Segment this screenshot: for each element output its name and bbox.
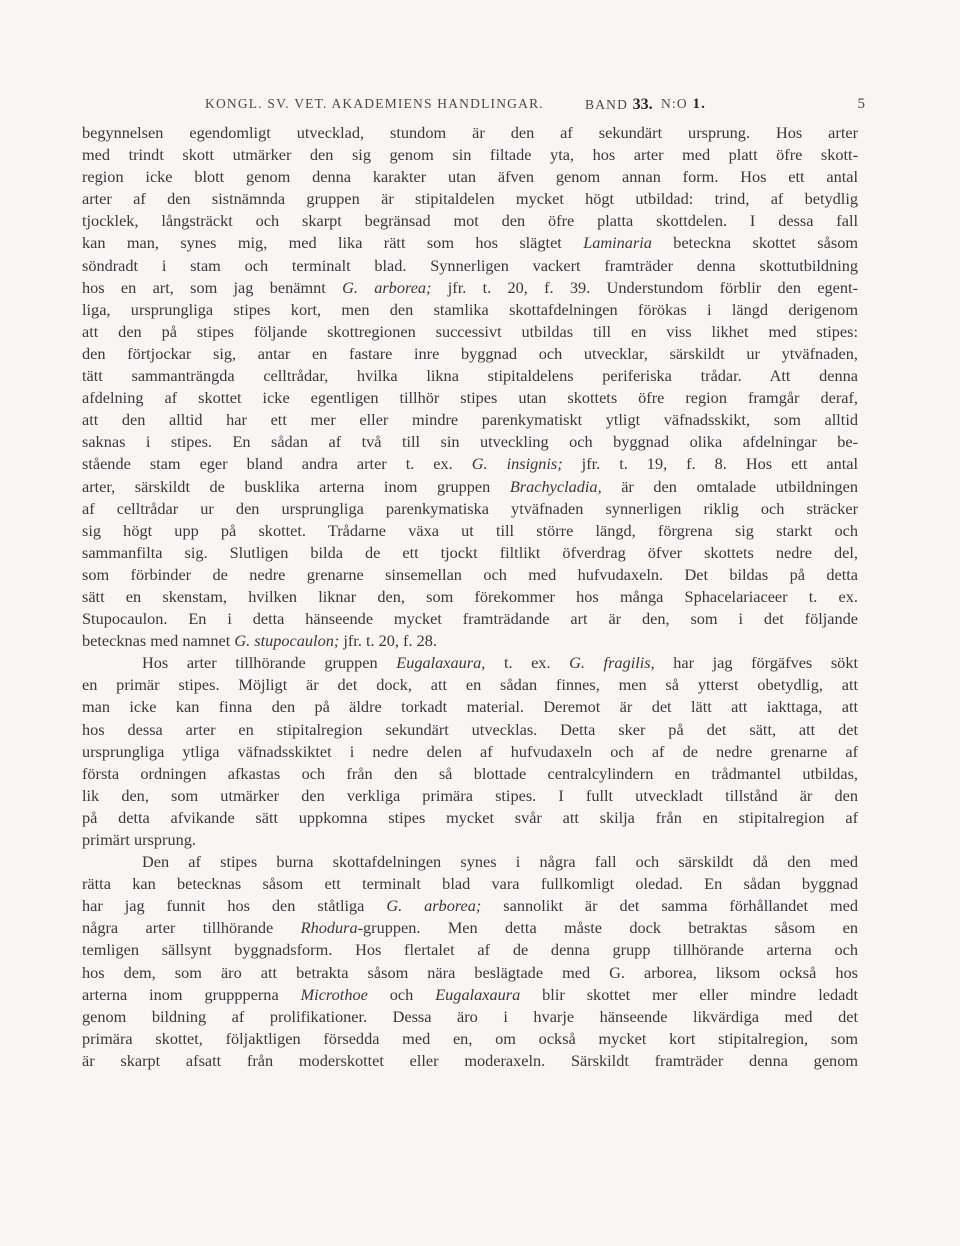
text-line [82,498,858,520]
text-line [82,520,858,542]
text-segment: att den alltid har ett mer eller mindre parenkymatiskt ytligt väfnadsskikt, som alltid [82,410,858,430]
italic-term: Microthoe [300,984,368,1004]
text-line [82,586,858,608]
text-line [82,166,858,188]
italic-term: Rhodura [300,918,358,938]
text-segment: liga, ursprungliga stipes kort, men den stamlika skottafdelningen förökas i längd derigenom [82,299,858,319]
text-segment: som förbinder de nedre grenarne sinsemellan och med hufvudaxeln. Det bildas på detta [82,564,858,584]
band-number: 33. [632,96,653,113]
text-segment: man icke kan finna den på äldre torkadt material. Deremot är det lätt att iakttaga, att [82,697,858,717]
text-segment: är skarpt afsatt från moderskottet eller moderaxeln. Särskildt framträder denna genom [82,1050,858,1070]
text-segment: af celltrådar ur den ursprungliga parenkymatiska ytväfnaden synnerligen riklig och sträcker [82,498,858,518]
text-line [82,652,858,674]
text-segment: jfr. t. 20, f. 39. Understundom förblir den egent- [431,277,858,297]
text-line [82,873,858,895]
text-segment: har jag funnit hos den ståtliga [82,896,387,916]
text-segment: den förtjockar sig, antar en fastare inre byggnad och utvecklar, särskildt ur ytväfnaden, [82,343,858,363]
text-segment: afdelning af skottet icke egentligen tillhör stipes utan skottets öfre region framgår deraf, [82,388,858,408]
text-segment: arter, särskildt de busklika arterna inom gruppen [82,476,510,496]
text-line [82,321,858,343]
text-segment: att den på stipes följande skottregionen successivt utbildas till en viss likhet med stipes: [82,321,858,341]
text-line [82,476,858,498]
text-line [82,917,858,939]
text-line [82,255,858,277]
text-segment: temligen sällsynt byggnadsform. Hos flertalet af de denna grupp tillhörande arterna och [82,940,858,960]
text-segment: region icke blott genom denna karakter utan äfven genom annan form. Hos ett antal [82,167,858,187]
text-segment: sig högt upp på skottet. Trådarne växa ut till större längd, förgrena sig starkt och [82,520,858,540]
text-segment: -gruppen. Men detta måste dock betraktas såsom en [357,918,858,938]
italic-term: G. arborea; [386,896,482,916]
volume-label [585,96,653,114]
italic-term: G. insignis; [471,454,563,474]
text-line [82,1006,858,1028]
text-segment: sätt en skenstam, hvilken liknar den, som förekommer hos många Sphacelariaceer t. ex. [82,586,858,606]
text-segment: tätt sammanträngda celltrådar, hvilka likna stipitaldelens periferiska trådar. Att denna [82,366,858,386]
text-line [82,1028,858,1050]
italic-term: Eugalaxaura, [396,653,486,673]
text-segment: Stupocaulon. En i detta hänseende mycket framträdande art är den, som i det följande [82,609,858,629]
italic-term: G. fragilis, [569,653,655,673]
text-line [82,962,858,984]
text-segment: och [367,984,436,1004]
text-segment: genom bildning af prolifikationer. Dessa äro i hvarje hänseende likvärdiga med det [82,1006,858,1026]
italic-term: Brachycladia, [509,476,602,496]
text-line [82,895,858,917]
issue-label [661,96,706,113]
text-line [82,984,858,1006]
text-segment: hos dessa arter en stipitalregion sekundärt utvecklas. Detta sker på det sätt, att det [82,719,858,739]
running-header [205,96,865,116]
text-segment: betecknas med namnet [82,631,235,651]
text-segment: jfr. t. 19, f. 8. Hos ett antal [562,454,858,474]
page-number: 5 [857,96,865,112]
text-segment: jfr. t. 20, f. 28. [339,631,437,651]
text-segment: Den af stipes burna skottafdelningen synes i några fall och särskildt då den med [142,852,858,872]
text-segment: är den omtalade utbildningen [601,476,858,496]
text-line [82,829,858,851]
italic-term: Eugalaxaura [435,984,521,1004]
text-line [82,696,858,718]
text-segment: hos en art, som jag benämnt [82,277,343,297]
text-line [82,608,858,630]
text-line [82,277,858,299]
text-segment: Hos arter tillhörande gruppen [142,653,397,673]
italic-term: Laminaria [583,233,652,253]
text-segment: rätta kan betecknas såsom ett terminalt blad vara fullkomligt oledad. En sådan byggnad [82,874,858,894]
text-segment: primärt ursprung. [82,830,196,849]
italic-term: G. stupocaulon; [234,631,340,651]
text-line [82,453,858,475]
text-segment: ursprungliga ytliga väfnadsskiktet i nedre delen af hufvudaxeln och af de nedre grenarne af [82,741,858,761]
text-line [82,431,858,453]
text-line [82,210,858,232]
text-segment: sannolikt är det samma förhållandet med [481,896,858,916]
text-line [82,343,858,365]
text-segment: beteckna skottet såsom [651,233,858,253]
no-label: N:O [661,96,688,111]
text-line [82,674,858,696]
text-segment: lik den, som utmärker den verkliga primära stipes. I fullt utveckladt tillstånd är den [82,785,858,805]
text-line [82,785,858,807]
text-line [82,939,858,961]
text-segment: några arter tillhörande [82,918,301,938]
text-segment: tjocklek, långsträckt och skarpt begränsad mot den öfre platta skottdelen. I dessa fall [82,211,858,231]
text-line [82,741,858,763]
text-line [82,122,858,144]
text-line [82,763,858,785]
text-line [82,409,858,431]
journal-title: KONGL. SV. VET. AKADEMIENS HANDLINGAR. [205,96,544,111]
text-line [82,387,858,409]
text-segment: på detta afvikande sätt uppkomna stipes mycket svår att skilja från en stipitalregion af [82,807,858,827]
text-segment: har jag förgäfves sökt [654,653,858,673]
no-number: 1. [692,96,707,112]
text-segment: arter af den sistnämnda gruppen är stipitaldelen mycket högt utbildad: trind, af betydlig [82,189,858,209]
text-segment: t. ex. [485,653,570,673]
text-segment: sammanfilta sig. Slutligen bilda de ett tjockt filtlikt öfverdrag öfver skottets nedre del, [82,542,858,562]
text-segment: en primär stipes. Möjligt är det dock, att en sådan finnes, men så ytterst obetydlig, att [82,675,858,695]
text-line [82,1050,858,1072]
text-line [82,630,858,652]
text-segment: hos dem, som äro att betrakta såsom nära beslägtade med G. arborea, liksom också hos [82,962,858,982]
text-line [82,144,858,166]
italic-term: G. arborea; [342,277,432,297]
text-segment: med trindt skott utmärker den sig genom sin filtade yta, hos arter med platt öfre skott- [82,145,858,165]
text-line [82,299,858,321]
text-segment: första ordningen afkastas och från den så blottade centralcylindern en trådmantel utbildas, [82,763,858,783]
text-segment: kan man, synes mig, med lika rätt som hos slägtet [82,233,584,253]
text-line [82,365,858,387]
text-line [82,188,858,210]
text-line [82,542,858,564]
text-segment: saknas i stipes. En sådan af två till sin utveckling och byggnad olika afdelningar be- [82,432,858,452]
text-segment: söndradt i stam och terminalt blad. Synnerligen vackert framträder denna skottutbildning [82,255,858,275]
text-line [82,232,858,254]
band-label: BAND [585,97,629,112]
text-segment: begynnelsen egendomligt utvecklad, stundom är den af sekundärt ursprung. Hos arter [82,123,858,142]
text-segment: primära skottet, följaktligen försedda med en, om också mycket kort stipitalregion, som [82,1028,858,1048]
text-segment: stående stam eger bland andra arter t. ex. [82,454,472,474]
text-segment: arterna inom gruppperna [82,984,301,1004]
text-line [82,564,858,586]
text-line [82,851,858,873]
text-line [82,807,858,829]
text-segment: blir skottet mer eller mindre ledadt [520,984,859,1004]
text-line [82,719,858,741]
body-text [82,122,858,1072]
